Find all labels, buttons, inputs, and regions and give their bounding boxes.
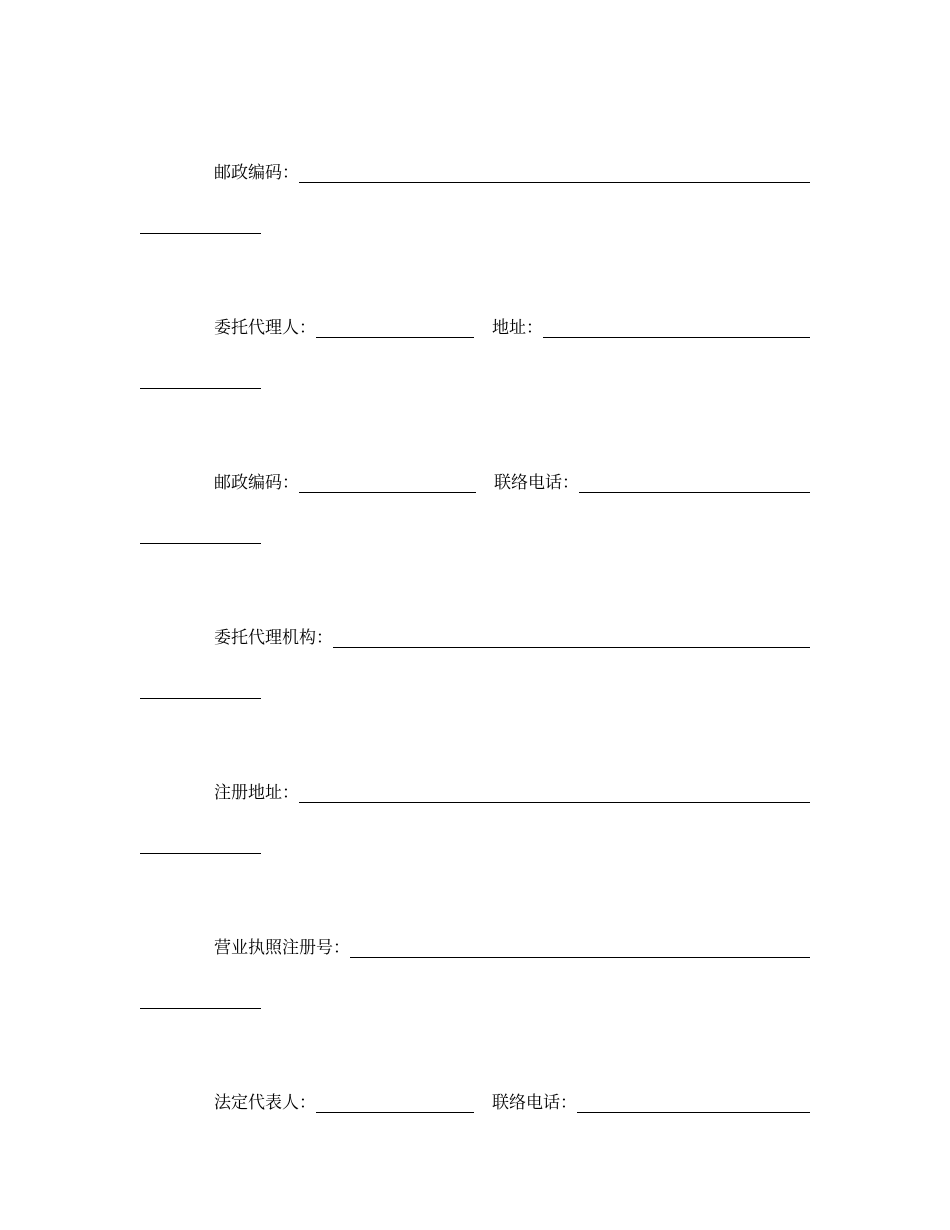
postal-code-label: 邮政编码： — [214, 163, 299, 183]
agency-blank-continuation[interactable] — [140, 698, 261, 699]
registered-address-blank[interactable] — [299, 782, 810, 803]
agency-blank[interactable] — [333, 627, 810, 648]
phone-label-2: 联络电话： — [492, 1093, 577, 1113]
postal-phone-row — [214, 470, 810, 494]
registered-address-blank-continuation[interactable] — [140, 853, 261, 854]
agent-blank[interactable] — [316, 317, 474, 338]
postal-code-blank[interactable] — [299, 162, 810, 183]
agency-label: 委托代理机构： — [214, 628, 333, 648]
registered-address-row — [214, 780, 810, 804]
address-blank-continuation[interactable] — [140, 388, 261, 389]
legal-rep-row — [214, 1090, 810, 1114]
phone-blank[interactable] — [579, 472, 810, 493]
postal-code-label-2: 邮政编码： — [214, 473, 299, 493]
address-blank[interactable] — [543, 317, 810, 338]
agent-row — [214, 315, 810, 339]
phone-label: 联络电话： — [494, 473, 579, 493]
agent-label: 委托代理人： — [214, 318, 316, 338]
license-number-blank[interactable] — [350, 937, 810, 958]
license-number-row — [214, 935, 810, 959]
legal-rep-label: 法定代表人： — [214, 1093, 316, 1113]
phone-blank-continuation[interactable] — [140, 543, 261, 544]
postal-code-row — [214, 160, 810, 184]
license-number-label: 营业执照注册号： — [214, 938, 350, 958]
license-number-blank-continuation[interactable] — [140, 1008, 261, 1009]
registered-address-label: 注册地址： — [214, 783, 299, 803]
postal-code-blank-continuation[interactable] — [140, 233, 261, 234]
agency-row — [214, 625, 810, 649]
address-label: 地址： — [492, 318, 543, 338]
phone-blank-2[interactable] — [577, 1092, 810, 1113]
legal-rep-blank[interactable] — [316, 1092, 474, 1113]
postal-code-blank-2[interactable] — [299, 472, 476, 493]
